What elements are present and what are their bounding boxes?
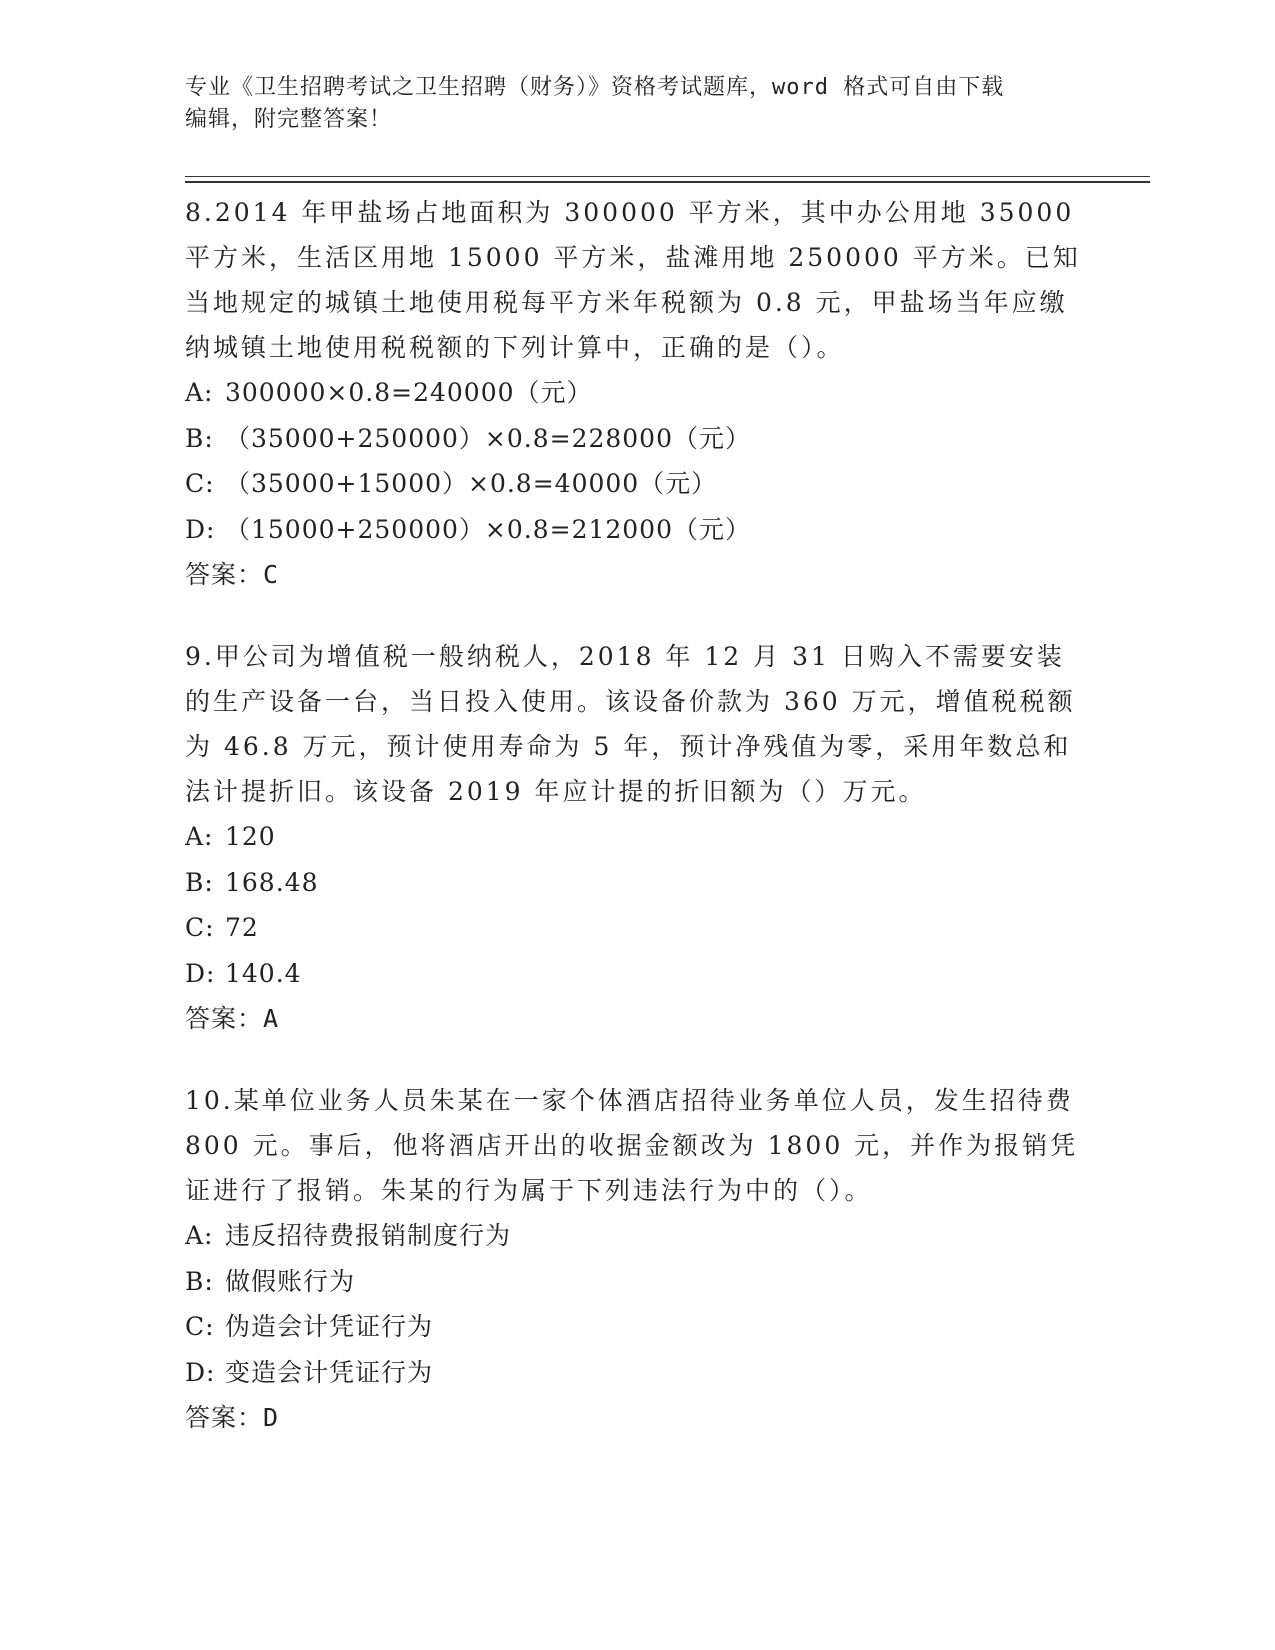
option-b bbox=[185, 416, 1085, 462]
option-letter: C: bbox=[185, 1312, 215, 1341]
option-text: （35000+15000）×0.8=40000（元） bbox=[225, 469, 718, 498]
header-line-2: 编辑，附完整答案！ bbox=[185, 107, 393, 132]
option-text: （15000+250000）×0.8=212000（元） bbox=[225, 514, 751, 544]
option-text: 变造会计凭证行为 bbox=[225, 1357, 434, 1387]
answer-line: 答案：A bbox=[185, 1004, 280, 1033]
option-letter: A: bbox=[185, 1221, 214, 1250]
option-letter: B: bbox=[185, 1266, 214, 1296]
option-letter: D: bbox=[185, 958, 216, 988]
question-stem: 9.甲公司为增值税一般纳税人，2018 年 12 月 31 日购入不需要安装的生产设备一台，当日投入使用。该设备价款为 360 万元，增值税税额为 46.8 万元，预计使用寿命为 5 年，预计净残值为零，采用年数总和法计提折旧。该设备 2019 年应计提的折旧额为（）万元。 bbox=[185, 642, 1076, 806]
question-list bbox=[185, 190, 1085, 1477]
header-divider-thin bbox=[185, 176, 1150, 177]
answer-line: 答案：C bbox=[185, 560, 280, 589]
option-text: 300000×0.8=240000（元） bbox=[225, 378, 593, 407]
document-header bbox=[185, 72, 1085, 136]
option-c bbox=[185, 1304, 1085, 1350]
option-text: 120 bbox=[225, 822, 276, 851]
option-letter: C: bbox=[185, 913, 215, 942]
question-10 bbox=[185, 1078, 1085, 1441]
option-letter: A: bbox=[185, 822, 214, 851]
option-d bbox=[185, 507, 1085, 553]
option-text: （35000+250000）×0.8=228000（元） bbox=[225, 423, 751, 453]
option-letter: B: bbox=[185, 423, 214, 453]
option-d bbox=[185, 951, 1085, 997]
option-a bbox=[185, 370, 1085, 416]
option-text: 伪造会计凭证行为 bbox=[225, 1312, 434, 1341]
header-divider-thick bbox=[185, 181, 1150, 183]
option-text: 168.48 bbox=[225, 867, 319, 897]
option-letter: D: bbox=[185, 514, 216, 544]
answer-line: 答案：D bbox=[185, 1403, 280, 1432]
option-b bbox=[185, 1259, 1085, 1305]
option-text: 140.4 bbox=[225, 958, 302, 988]
option-b bbox=[185, 860, 1085, 906]
option-text: 72 bbox=[225, 913, 259, 942]
option-letter: A: bbox=[185, 378, 214, 407]
option-letter: D: bbox=[185, 1357, 216, 1387]
question-stem: 8.2014 年甲盐场占地面积为 300000 平方米，其中办公用地 35000 平方米，生活区用地 15000 平方米，盐滩用地 250000 平方米。已知当地规定的城镇土地使用税每平方米年税额为 0.8 元，甲盐场当年应缴纳城镇土地使用税税额的下列计算中，正确的是（）。 bbox=[185, 198, 1081, 362]
option-d bbox=[185, 1350, 1085, 1396]
option-text: 做假账行为 bbox=[225, 1266, 356, 1296]
option-c bbox=[185, 461, 1085, 507]
option-a bbox=[185, 1213, 1085, 1259]
question-8 bbox=[185, 190, 1085, 598]
option-letter: C: bbox=[185, 469, 215, 498]
option-c bbox=[185, 905, 1085, 951]
option-a bbox=[185, 814, 1085, 860]
question-9 bbox=[185, 634, 1085, 1042]
question-stem: 10.某单位业务人员朱某在一家个体酒店招待业务单位人员，发生招待费 800 元。事后，他将酒店开出的收据金额改为 1800 元，并作为报销凭证进行了报销。朱某的行为属于下列违法行为中的（）。 bbox=[185, 1086, 1079, 1205]
header-line-1: 专业《卫生招聘考试之卫生招聘（财务）》资格考试题库，word 格式可自由下载 bbox=[185, 75, 1005, 100]
option-text: 违反招待费报销制度行为 bbox=[225, 1221, 512, 1250]
option-letter: B: bbox=[185, 867, 214, 897]
